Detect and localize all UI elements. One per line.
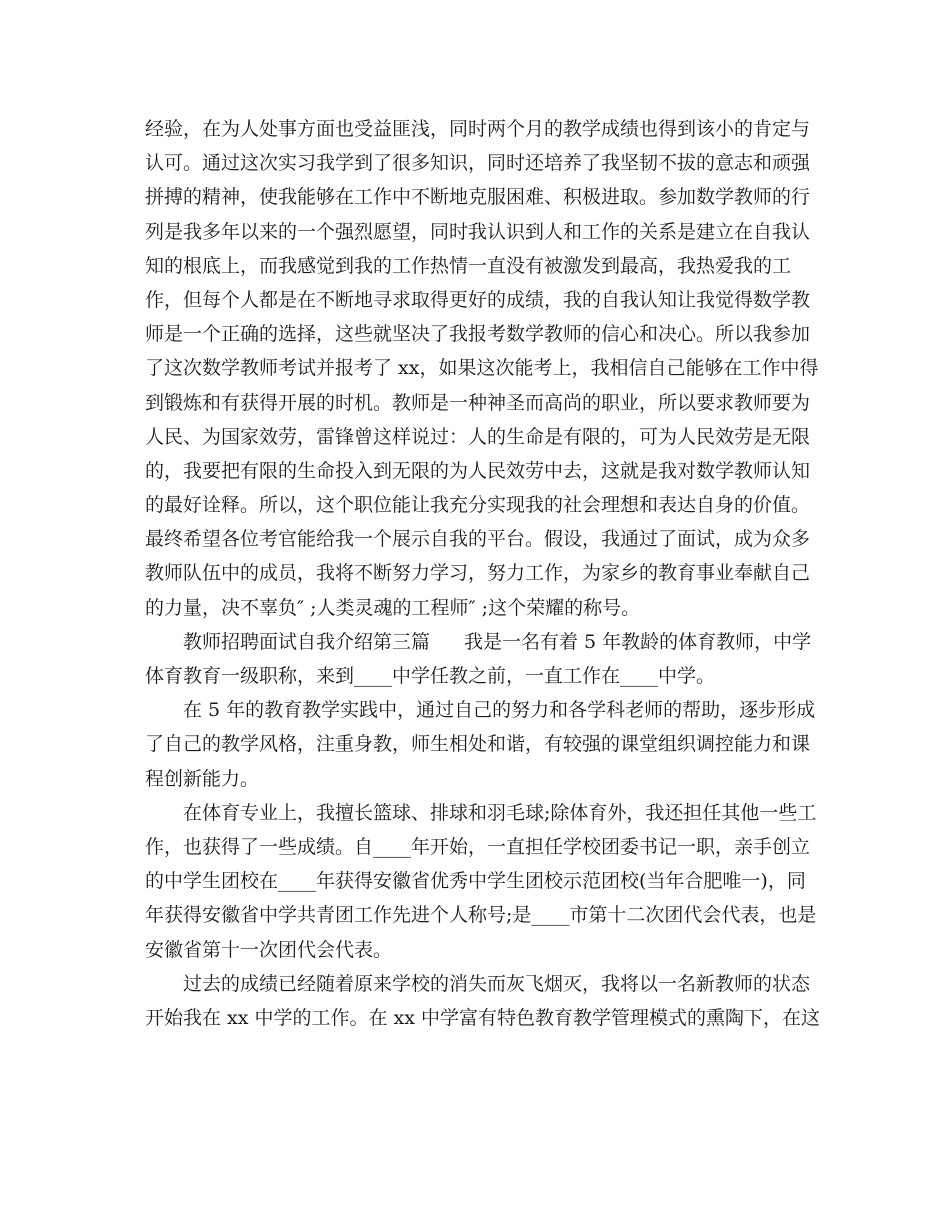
text-line: 最终希望各位考官能给我一个展示自我的平台。假设，我通过了面试，成为众多 (145, 528, 811, 551)
text-line: 了自己的教学风格，注重身教，师生相处和谐，有较强的课堂组织调控能力和课 (145, 733, 811, 756)
section-title: 教师招聘面试自我介绍第三篇 (183, 630, 431, 653)
document-body (145, 112, 821, 1035)
text-line: 安徽省第十一次团代会代表。 (145, 938, 393, 961)
text-line: 体育教育一级职称，来到____中学任教之前，一直工作在____中学。 (145, 665, 716, 687)
text-line: 了这次数学教师考试并报考了 xx，如果这次能考上，我相信自己能够在工作中得 (145, 357, 819, 380)
text-line: 拼搏的精神，使我能够在工作中不断地克服困难、积极进取。参加数学教师的行 (145, 186, 811, 209)
text-line: 师是一个正确的选择，这些就坚决了我报考数学教师的信心和决心。所以我参加 (145, 323, 811, 346)
text-line: 过去的成绩已经随着原来学校的消失而灰飞烟灭，我将以一名新教师的状态 (183, 972, 811, 995)
text-line: 开始我在 xx 中学的工作。在 xx 中学富有特色教育教学管理模式的熏陶下，在这 (145, 1006, 821, 1029)
text-line: 作，但每个人都是在不断地寻求取得更好的成绩，我的自我认知让我觉得数学教 (145, 288, 811, 311)
text-line: 经验，在为人处事方面也受益匪浅，同时两个月的教学成绩也得到该小的肯定与 (145, 118, 811, 140)
text-line: 认可。通过这次实习我学到了很多知识，同时还培养了我坚韧不拔的意志和顽强 (145, 152, 811, 175)
text-line: 作，也获得了一些成绩。自____年开始，一直担任学校团委书记一职，亲手创立 (145, 835, 811, 858)
text-line: 的最好诠释。所以，这个职位能让我充分实现我的社会理想和表达自身的价值。 (145, 494, 811, 517)
text-line: 知的根底上，而我感觉到我的工作热情一直没有被激发到最高，我热爱我的工 (145, 254, 792, 277)
text-line: 的中学生团校在____年获得安徽省优秀中学生团校示范团校(当年合肥唯一)，同 (145, 870, 806, 893)
text-line: 到锻炼和有获得开展的时机。教师是一种神圣而高尚的职业，所以要求教师要为 (145, 391, 811, 414)
text-line: 教师队伍中的成员，我将不断努力学习，努力工作，为家乡的教育事业奉献自己 (145, 562, 811, 585)
text-line: 列是我多年以来的一个强烈愿望，同时我认识到人和工作的关系是建立在自我认 (145, 220, 811, 243)
text-line: 的力量，决不辜负″ ;人类灵魂的工程师″ ;这个荣耀的称号。 (145, 596, 641, 619)
text-line: 在体育专业上，我擅长篮球、排球和羽毛球;除体育外，我还担任其他一些工 (183, 801, 817, 824)
text-line: 年获得安徽省中学共青团工作先进个人称号;是____市第十二次团代会代表，也是 (145, 904, 817, 927)
section-heading-line (145, 625, 812, 659)
text-line: 在 5 年的教育教学实践中，通过自己的努力和各学科老师的帮助，逐步形成 (183, 699, 816, 722)
text-line: 人民、为国家效劳，雷锋曾这样说过：人的生命是有限的，可为人民效劳是无限 (145, 425, 811, 448)
text-segment: 我是一名有着 5 年教龄的体育教师，中学 (464, 630, 812, 653)
text-line: 的，我要把有限的生命投入到无限的为人民效劳中去，这就是我对数学教师认知 (145, 459, 811, 482)
text-line: 程创新能力。 (145, 767, 260, 790)
